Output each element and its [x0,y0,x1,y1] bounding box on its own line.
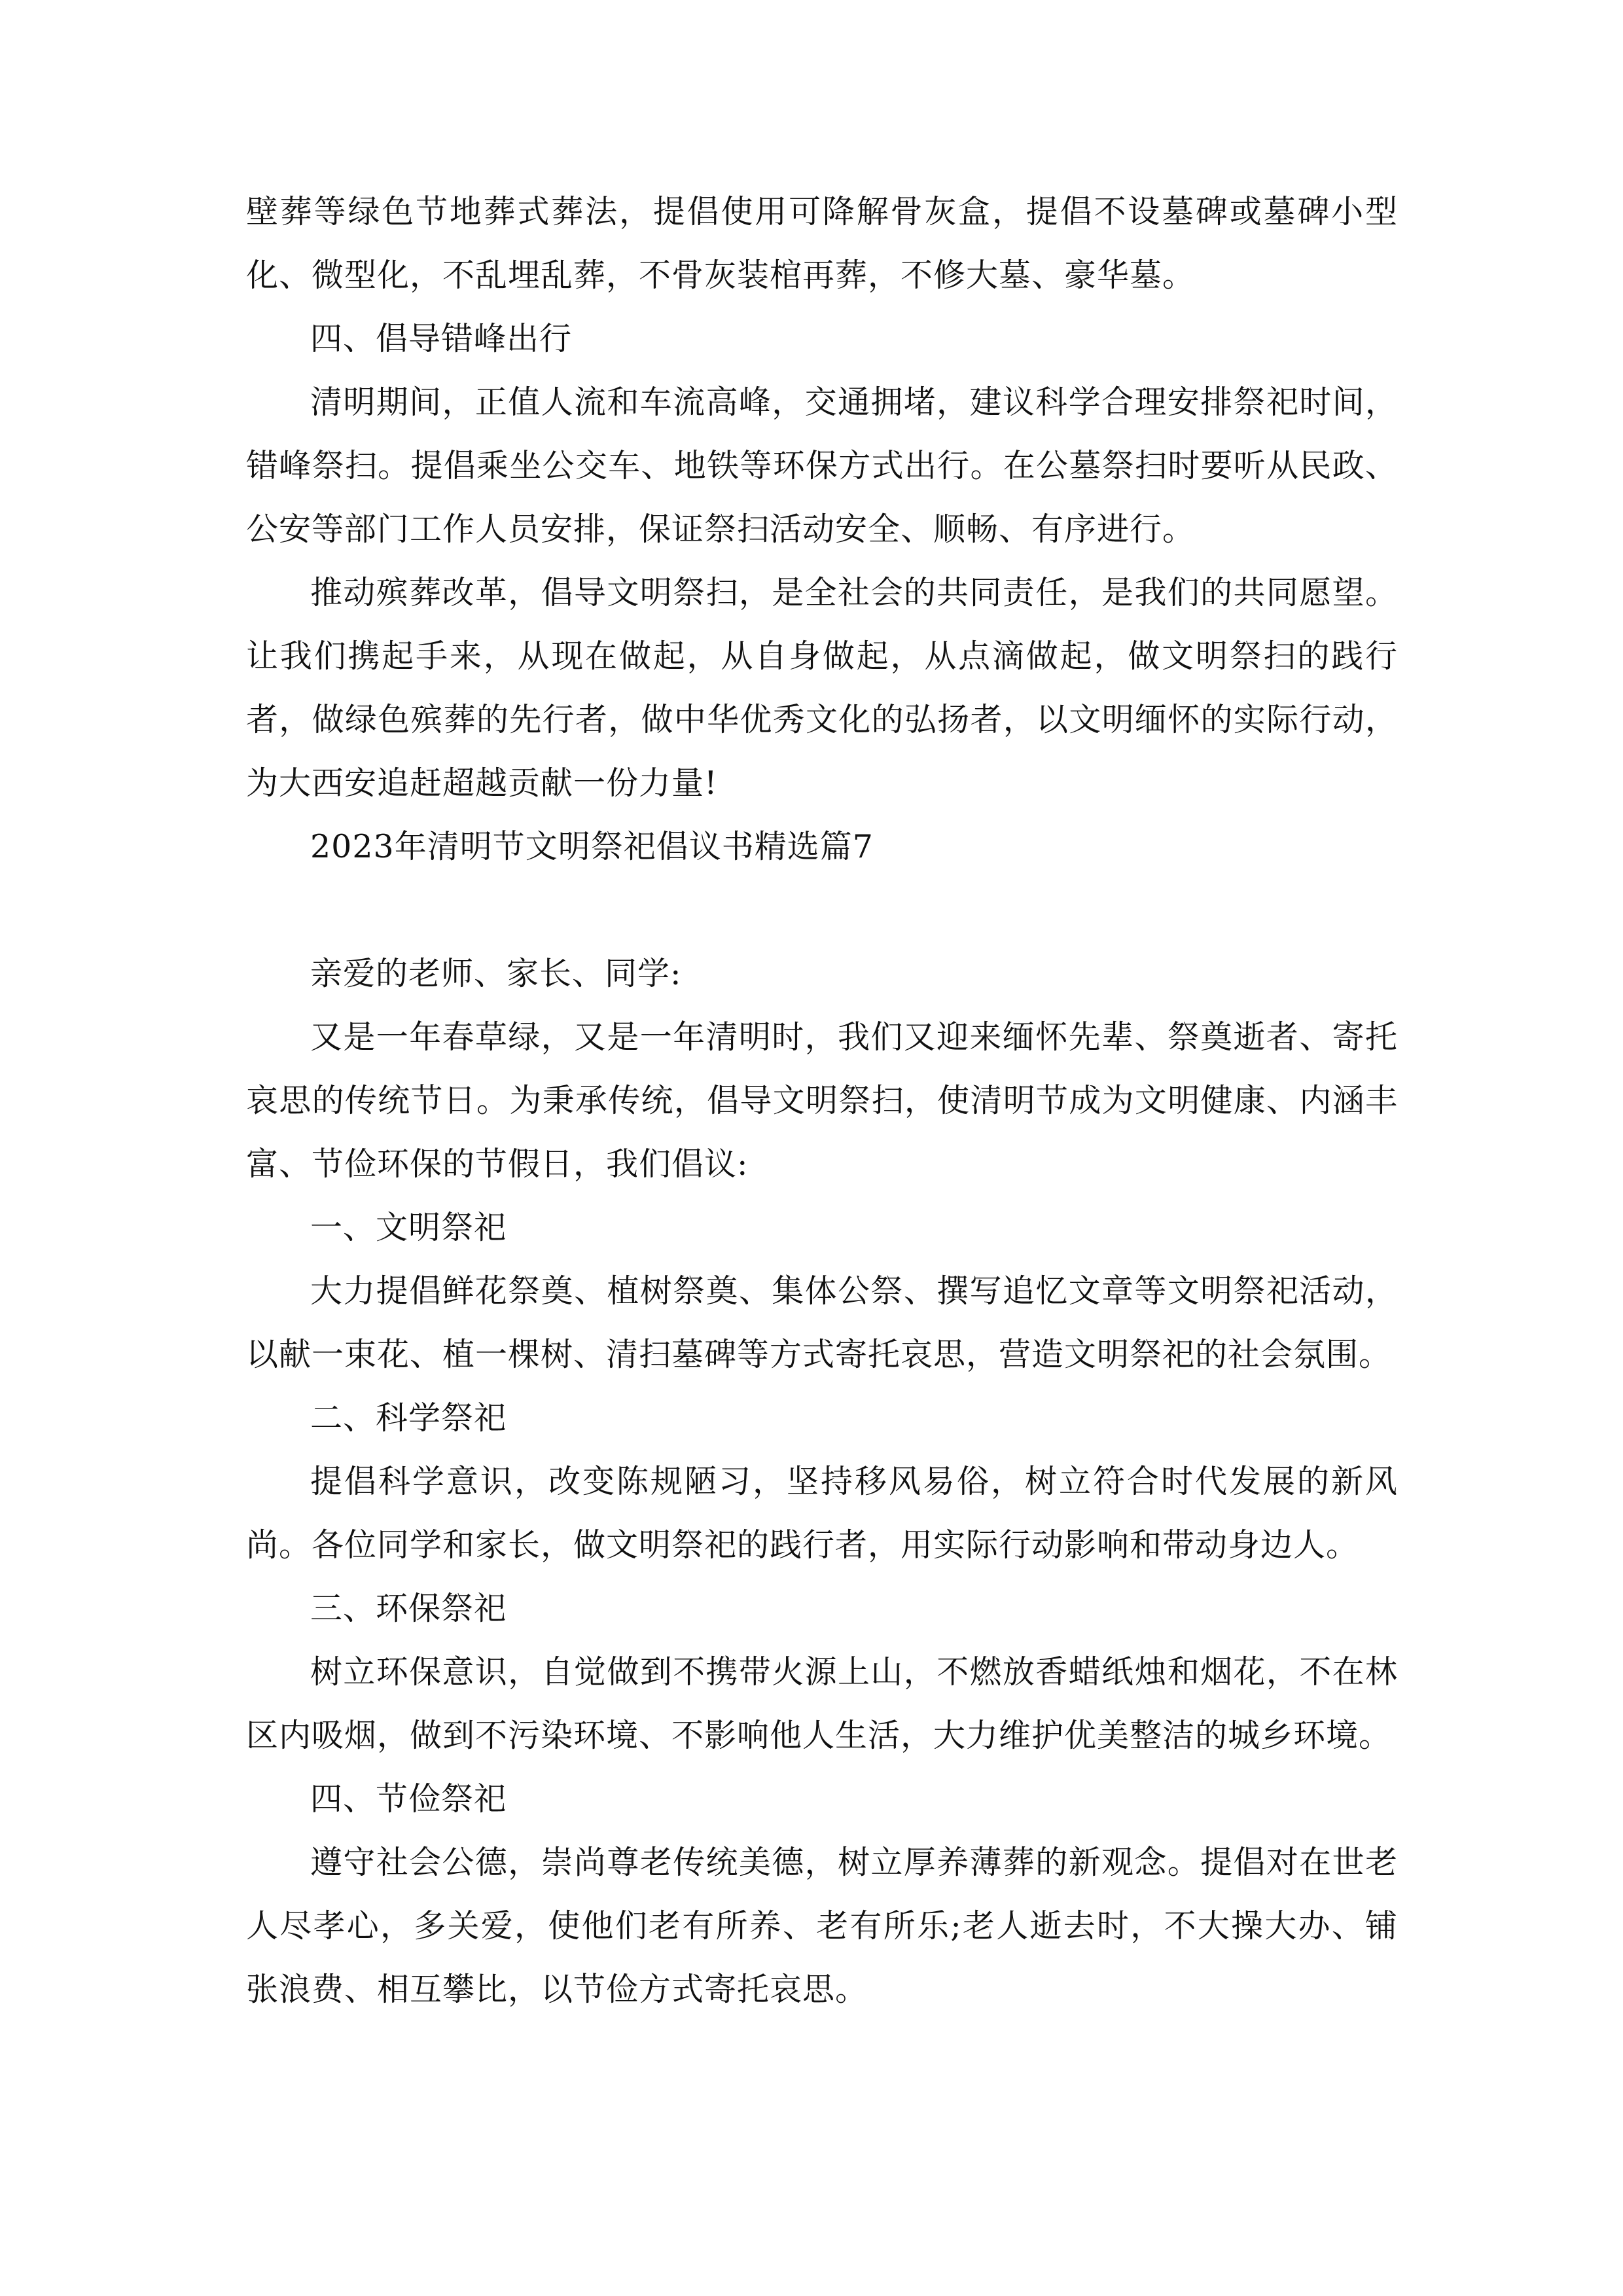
paragraph-funeral-reform: 推动殡葬改革，倡导文明祭扫，是全社会的共同责任，是我们的共同愿望。让我们携起手来，从现在做起，从自身做起，从点滴做起，做文明祭扫的践行者，做绿色殡葬的先行者，做中华优秀文化的弘扬者，以文明缅怀的实际行动，为大西安追赶超越贡献一份力量! [246,574,1398,802]
salutation: 亲爱的老师、家长、同学: [310,955,682,992]
paragraph-eco-worship: 树立环保意识，自觉做到不携带火源上山，不燃放香蜡纸烛和烟花，不在林区内吸烟，做到不污染环境、不影响他人生活，大力维护优美整洁的城乡环境。 [246,1653,1398,1754]
paragraph-burial-methods: 壁葬等绿色节地葬式葬法，提倡使用可降解骨灰盒，提倡不设墓碑或墓碑小型化、微型化，不乱埋乱葬，不骨灰装棺再葬，不修大墓、豪华墓。 [246,193,1398,294]
blank-line [246,878,1398,942]
heading-scientific-worship: 二、科学祭祀 [310,1399,507,1437]
paragraph-scientific-worship: 提倡科学意识，改变陈规陋习，坚持移风易俗，树立符合时代发展的新风尚。各位同学和家长，做文明祭祀的践行者，用实际行动影响和带动身边人。 [246,1463,1398,1564]
section-heading: 2023年清明节文明祭祀倡议书精选篇7 [310,828,874,865]
heading-off-peak-travel: 四、倡导错峰出行 [310,320,573,357]
paragraph-off-peak-travel: 清明期间，正值人流和车流高峰，交通拥堵，建议科学合理安排祭祀时间，错峰祭扫。提倡乘坐公交车、地铁等环保方式出行。在公墓祭扫时要听从民政、公安等部门工作人员安排，保证祭扫活动安全、顺畅、有序进行。 [246,384,1398,548]
paragraph-civilized-worship: 大力提倡鲜花祭奠、植树祭奠、集体公祭、撰写追忆文章等文明祭祀活动，以献一束花、植一棵树、清扫墓碑等方式寄托哀思，营造文明祭祀的社会氛围。 [246,1272,1398,1373]
heading-eco-worship: 三、环保祭祀 [310,1590,507,1627]
heading-civilized-worship: 一、文明祭祀 [310,1209,507,1246]
paragraph-frugal-worship: 遵守社会公德，崇尚尊老传统美德，树立厚养薄葬的新观念。提倡对在世老人尽孝心，多关爱，使他们老有所养、老有所乐;老人逝去时，不大操大办、铺张浪费、相互攀比，以节俭方式寄托哀思。 [246,1844,1398,2008]
paragraph-introduction: 又是一年春草绿，又是一年清明时，我们又迎来缅怀先辈、祭奠逝者、寄托哀思的传统节日。为秉承传统，倡导文明祭扫，使清明节成为文明健康、内涵丰富、节俭环保的节假日，我们倡议: [246,1018,1398,1183]
heading-frugal-worship: 四、节俭祭祀 [310,1780,507,1818]
document-body [246,180,1398,2021]
